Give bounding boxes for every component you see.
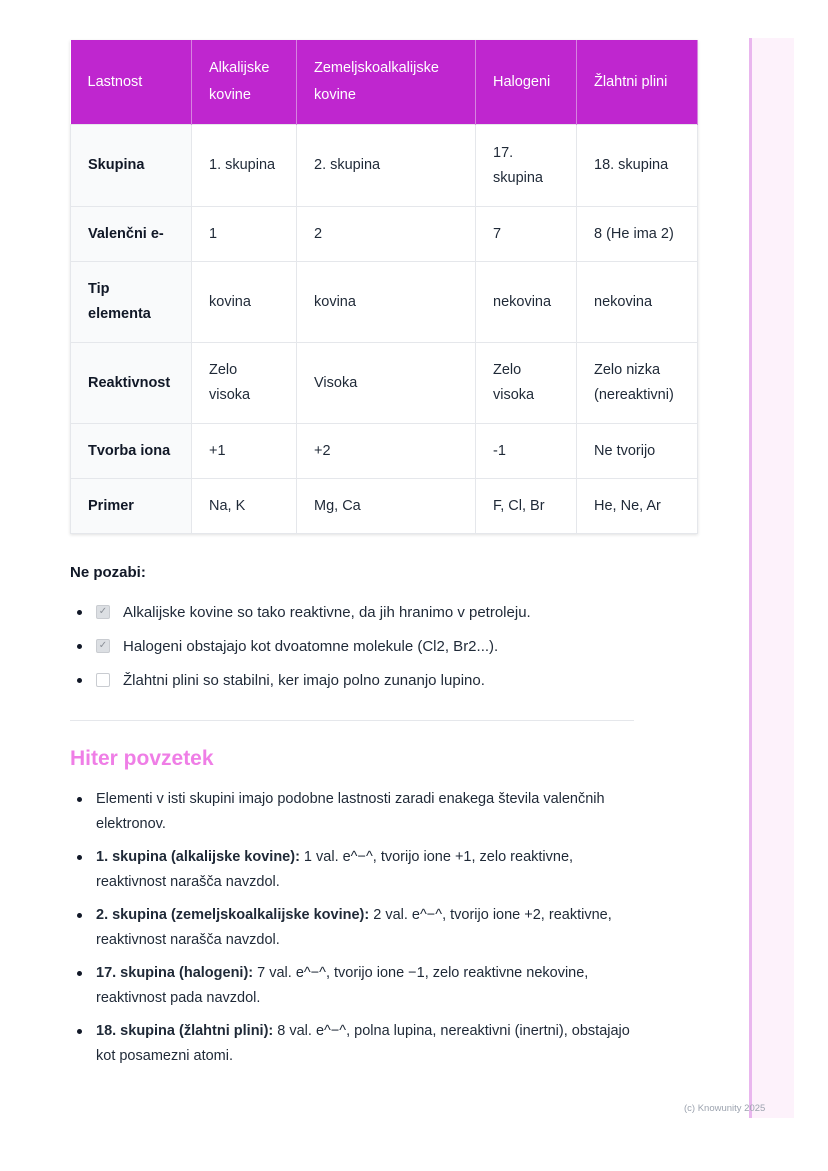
- table-cell: Na, K: [192, 479, 297, 534]
- table-cell: +1: [192, 424, 297, 479]
- summary-item: [70, 903, 636, 953]
- summary-item-text: 8 val. e^−^, polna lupina, nereaktivni (inertni), obstajajo kot posamezni atomi.: [96, 1023, 630, 1064]
- summary-item-bold: 1. skupina (alkalijske kovine):: [96, 849, 300, 865]
- row-label: Reaktivnost: [71, 343, 192, 424]
- checklist-item-text: Alkalijske kovine so tako reaktivne, da jih hranimo v petroleju.: [123, 603, 531, 621]
- row-label: Tip elementa: [71, 262, 192, 343]
- row-label: Primer: [71, 479, 192, 534]
- summary-item-text: 7 val. e^−^, tvorijo ione −1, zelo reaktivne nekovine, reaktivnost pada navzdol.: [96, 965, 589, 1006]
- table-cell: 2. skupina: [297, 125, 476, 207]
- table-cell: Mg, Ca: [297, 479, 476, 534]
- header-cell: Halogeni: [476, 40, 577, 125]
- document-content: [70, 40, 697, 1077]
- summary-title: Hiter povzetek: [70, 747, 214, 770]
- header-cell: Zemeljskoalkalijske kovine: [297, 40, 476, 125]
- table-cell: 17. skupina: [476, 125, 577, 207]
- header-cell: Lastnost: [71, 40, 192, 125]
- table-cell: 18. skupina: [577, 125, 698, 207]
- table-row: [71, 207, 698, 262]
- table-cell: kovina: [297, 262, 476, 343]
- row-label: Tvorba iona: [71, 424, 192, 479]
- copyright-footer: (c) Knowunity 2025: [684, 1103, 766, 1114]
- summary-item: [70, 961, 636, 1011]
- table-row: [71, 424, 698, 479]
- checkbox-unchecked[interactable]: [96, 673, 110, 687]
- table-row: [71, 262, 698, 343]
- header-cell: Alkalijske kovine: [192, 40, 297, 125]
- table-cell: Visoka: [297, 343, 476, 424]
- summary-item: [70, 845, 636, 895]
- table-cell: 2: [297, 207, 476, 262]
- checkbox-checked[interactable]: ✓: [96, 605, 110, 619]
- reminder-checklist: [70, 595, 697, 697]
- section-divider: [70, 720, 634, 721]
- table-cell: 1: [192, 207, 297, 262]
- table-cell: +2: [297, 424, 476, 479]
- table-cell: nekovina: [577, 262, 698, 343]
- checklist-item: [70, 629, 697, 663]
- header-cell: Žlahtni plini: [577, 40, 698, 125]
- summary-item-text: Elementi v isti skupini imajo podobne lastnosti zaradi enakega števila valenčnih elektronov.: [96, 791, 605, 832]
- bullet-icon: [77, 610, 82, 615]
- table-cell: Zelo visoka: [192, 343, 297, 424]
- checklist-item-text: Halogeni obstajajo kot dvoatomne molekule (Cl2, Br2...).: [123, 637, 499, 655]
- checklist-item: [70, 595, 697, 629]
- summary-item: [70, 787, 636, 837]
- table-header-row: [71, 40, 698, 125]
- table-cell: -1: [476, 424, 577, 479]
- bullet-icon: [77, 644, 82, 649]
- table-cell: kovina: [192, 262, 297, 343]
- table-row: [71, 479, 698, 534]
- side-strip: [749, 38, 794, 1118]
- summary-item-text: 1 val. e^−^, tvorijo ione +1, zelo reaktivne, reaktivnost narašča navzdol.: [96, 849, 574, 890]
- properties-table: [70, 40, 698, 534]
- table-row: [71, 343, 698, 424]
- table-cell: nekovina: [476, 262, 577, 343]
- table-cell: Zelo visoka: [476, 343, 577, 424]
- table-cell: F, Cl, Br: [476, 479, 577, 534]
- reminder-title: Ne pozabi:: [70, 564, 146, 581]
- summary-item-bold: 17. skupina (halogeni):: [96, 965, 254, 981]
- summary-item-bold: 18. skupina (žlahtni plini):: [96, 1023, 274, 1039]
- bullet-icon: [77, 678, 82, 683]
- table-cell: 8 (He ima 2): [577, 207, 698, 262]
- table-cell: He, Ne, Ar: [577, 479, 698, 534]
- summary-item-bold: 2. skupina (zemeljskoalkalijske kovine):: [96, 907, 370, 923]
- table-cell: Ne tvorijo: [577, 424, 698, 479]
- summary-list: [70, 787, 697, 1069]
- table-cell: 7: [476, 207, 577, 262]
- table-cell: Zelo nizka (nereaktivni): [577, 343, 698, 424]
- summary-item: [70, 1019, 636, 1069]
- summary-item-text: 2 val. e^−^, tvorijo ione +2, reaktivne, reaktivnost narašča navzdol.: [96, 907, 612, 948]
- table-cell: 1. skupina: [192, 125, 297, 207]
- row-label: Skupina: [71, 125, 192, 207]
- checklist-item-text: Žlahtni plini so stabilni, ker imajo polno zunanjo lupino.: [123, 671, 485, 689]
- checklist-item: [70, 663, 697, 697]
- checkbox-checked[interactable]: ✓: [96, 639, 110, 653]
- row-label: Valenčni e-: [71, 207, 192, 262]
- table-row: [71, 125, 698, 207]
